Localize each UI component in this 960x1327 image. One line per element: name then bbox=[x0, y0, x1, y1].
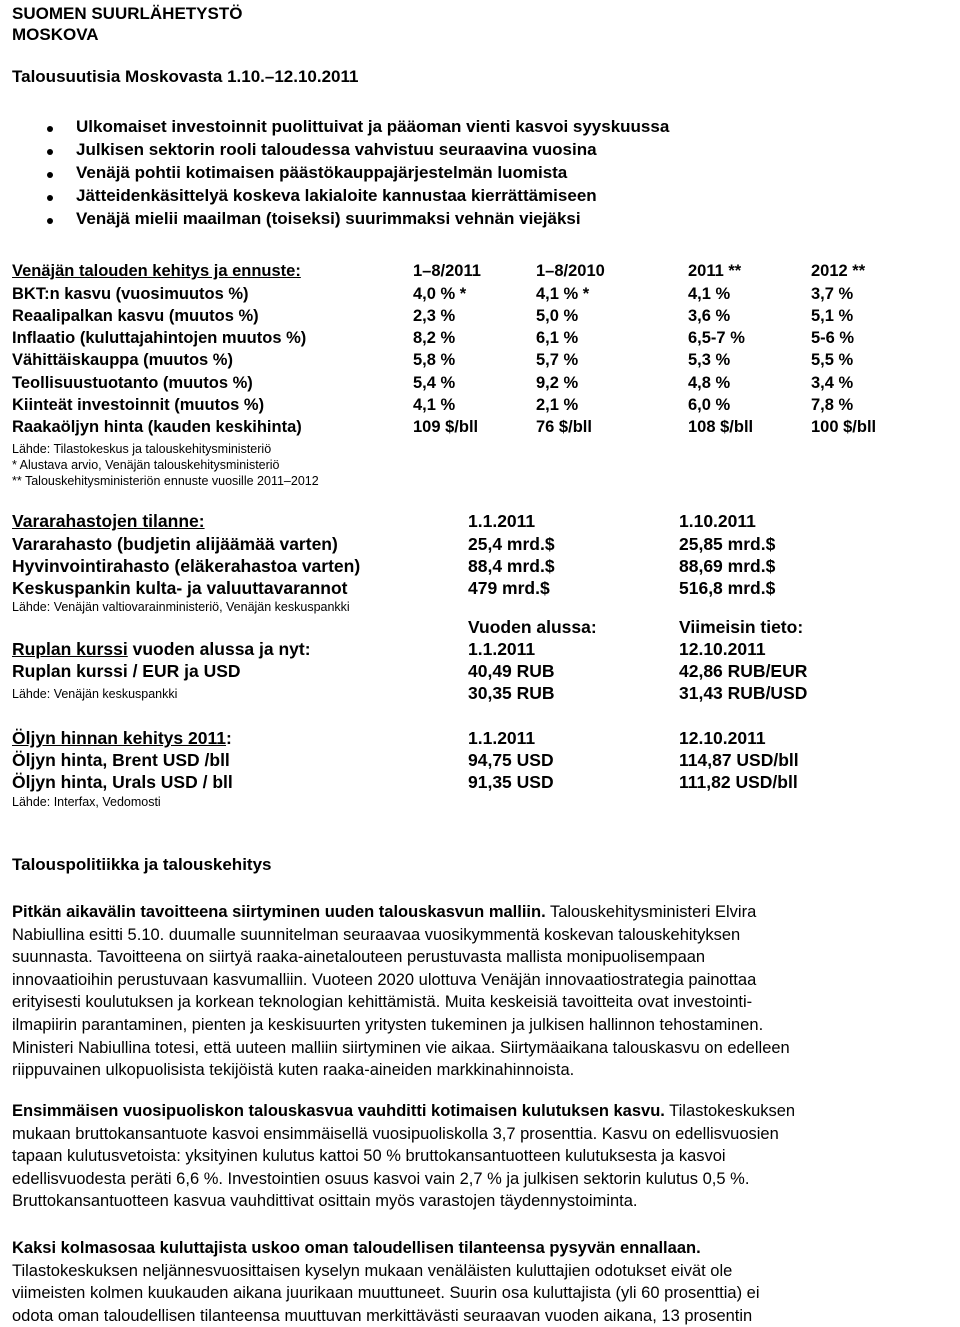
paragraph-line: ilmapiirin parantaminen, pienten ja keskisuurten yritysten tukeminen ja julkisen hallinnon tehostaminen. bbox=[12, 1015, 764, 1034]
cell: 5,0 % bbox=[536, 307, 579, 325]
row-label: Öljyn hinta, Brent USD /bll bbox=[12, 750, 230, 770]
headline-item: Jätteidenkäsittelyä koskeva lakialoite kannustaa kierrättämiseen bbox=[76, 186, 597, 205]
paragraph-lead: Pitkän aikavälin tavoitteena siirtyminen uuden talouskasvun malliin. bbox=[12, 903, 546, 921]
source-note: Lähde: Venäjän valtiovarainministeriö, Venäjän keskuspankki bbox=[12, 600, 350, 614]
cell: 5,7 % bbox=[536, 351, 579, 369]
paragraph-line bbox=[12, 1100, 952, 1123]
bullet-icon bbox=[47, 126, 53, 132]
cell: 4,8 % bbox=[688, 374, 731, 392]
cell: 5,5 % bbox=[811, 351, 854, 369]
row-label: Hyvinvointirahasto (eläkerahastoa varten) bbox=[12, 556, 361, 576]
cell: 76 $/bll bbox=[536, 418, 592, 436]
cell: 3,4 % bbox=[811, 374, 854, 392]
column-header: Vuoden alussa: bbox=[468, 617, 597, 637]
cell: 4,1 % * bbox=[536, 285, 590, 303]
row-label: Keskuspankin kulta- ja valuuttavarannot bbox=[12, 578, 348, 598]
paragraph-lead: Kaksi kolmasosaa kuluttajista uskoo oman taloudellisen tilanteensa pysyvän ennallaan. bbox=[12, 1239, 701, 1257]
table-row bbox=[0, 374, 960, 396]
table-row bbox=[0, 329, 960, 351]
table-header-row bbox=[0, 639, 960, 661]
cell: 94,75 USD bbox=[468, 750, 554, 770]
headline-item: Venäjä pohtii kotimaisen päästökauppajärjestelmän luomista bbox=[76, 163, 568, 182]
row-label: Kiinteät investoinnit (muutos %) bbox=[12, 396, 265, 414]
table-row bbox=[0, 578, 960, 600]
cell: 3,7 % bbox=[811, 285, 854, 303]
table-row bbox=[0, 534, 960, 556]
table-header-row bbox=[0, 511, 960, 533]
source-note: Lähde: Tilastokeskus ja talouskehitysministeriö bbox=[12, 442, 272, 456]
article-paragraph bbox=[12, 901, 952, 1082]
cell: 5,1 % bbox=[811, 307, 854, 325]
cell: 5,4 % bbox=[413, 374, 456, 392]
cell: 9,2 % bbox=[536, 374, 579, 392]
section-title: Talouspolitiikka ja talouskehitys bbox=[12, 855, 272, 874]
bullet-icon bbox=[47, 172, 53, 178]
row-label: Inflaatio (kuluttajahintojen muutos %) bbox=[12, 329, 307, 347]
cell: 109 $/bll bbox=[413, 418, 479, 436]
paragraph-line: edellisvuodesta peräti 6,6 %. Investointien osuus kasvoi vain 2,7 % ja julkisen sektorin kulutus 0,5 %. bbox=[12, 1169, 750, 1188]
row-label: Ruplan kurssi / EUR ja USD bbox=[12, 661, 241, 681]
cell: 7,8 % bbox=[811, 396, 854, 414]
cell: 88,69 mrd.$ bbox=[679, 556, 776, 576]
bullet-icon bbox=[47, 218, 53, 224]
source-note: Lähde: Venäjän keskuspankki bbox=[12, 687, 178, 701]
org-name-line1: SUOMEN SUURLÄHETYSTÖ bbox=[12, 4, 243, 23]
ruble-title-underlined: Ruplan kurssi bbox=[12, 639, 128, 659]
oil-title bbox=[12, 728, 232, 749]
column-header: 2011 ** bbox=[688, 262, 742, 280]
paragraph-line: erityisesti koulutuksen ja korkean teknologian kehittämistä. Muita keskeisiä tavoitteita ovat investointi- bbox=[12, 993, 753, 1012]
cell: 479 mrd.$ bbox=[468, 578, 550, 598]
cell: 25,85 mrd.$ bbox=[679, 534, 776, 554]
column-header: 1.1.2011 bbox=[468, 511, 536, 531]
column-header: 1–8/2011 bbox=[413, 262, 481, 280]
cell: 4,1 % bbox=[688, 285, 731, 303]
footnote: * Alustava arvio, Venäjän talouskehitysministeriö bbox=[12, 458, 280, 472]
paragraph-line: riippuvainen ulkopuolisista tekijöistä kuten raaka-aineiden markkinahinnoista. bbox=[12, 1061, 575, 1080]
cell: 100 $/bll bbox=[811, 418, 877, 436]
paragraph-line: Nabiullina esitti 5.10. duumalle suunnitelman seuraavaa vuosikymmentä koskevan talouskehityksen bbox=[12, 925, 741, 944]
cell: 31,43 RUB/USD bbox=[679, 683, 808, 703]
org-name-line2: MOSKOVA bbox=[12, 25, 99, 44]
row-label: Vararahasto (budjetin alijäämää varten) bbox=[12, 534, 338, 554]
table-row bbox=[0, 556, 960, 578]
paragraph-line bbox=[12, 901, 952, 924]
column-header: 1–8/2010 bbox=[536, 262, 605, 280]
cell: 8,2 % bbox=[413, 329, 456, 347]
column-header: 2012 ** bbox=[811, 262, 866, 280]
cell: 2,3 % bbox=[413, 307, 456, 325]
paragraph-line: odota oman taloudellisen tilanteensa muuttuvan merkittävästi seuraavan vuoden aikana, 13 prosentin bbox=[12, 1306, 753, 1325]
bullet-icon bbox=[47, 149, 53, 155]
page-title: Talousuutisia Moskovasta 1.10.–12.10.2011 bbox=[12, 67, 359, 86]
paragraph-line: Ministeri Nabiullina totesi, että uuteen malliin siirtyminen vie aikaa. Siirtymäaikana talouskasvu on edelleen bbox=[12, 1038, 790, 1057]
cell: 4,1 % bbox=[413, 396, 456, 414]
cell: 111,82 USD/bll bbox=[679, 772, 798, 792]
paragraph-text: Talouskehitysministeri Elvira bbox=[545, 903, 757, 921]
oil-title-underlined: Öljyn hinnan kehitys 2011 bbox=[12, 728, 226, 748]
paragraph-line: Bruttokansantuotteen kasvua vauhdittivat osittain myös varastojen täydennystoiminta. bbox=[12, 1192, 638, 1211]
cell: 108 $/bll bbox=[688, 418, 754, 436]
row-label: Vähittäiskauppa (muutos %) bbox=[12, 351, 233, 369]
table-header-row bbox=[0, 728, 960, 750]
paragraph-text: Tilastokeskuksen bbox=[664, 1102, 796, 1120]
paragraph-line bbox=[12, 1237, 952, 1260]
cell: 91,35 USD bbox=[468, 772, 554, 792]
table-row bbox=[0, 396, 960, 418]
table-row bbox=[0, 285, 960, 307]
paragraph-line: tapaan kulutusvetoista: yksityinen kulutus kattoi 50 % bruttokansantuotteen kulutuksesta ja kasvoi bbox=[12, 1147, 726, 1166]
reserves-title: Vararahastojen tilanne: bbox=[12, 511, 205, 531]
paragraph-line: innovaatioihin perustuvaan kasvumalliin. Vuoteen 2020 ulottuva Venäjän innovaatiostrategia painottaa bbox=[12, 970, 757, 989]
table-row bbox=[0, 307, 960, 329]
paragraph-line: suunnasta. Tavoitteena on siirtyä raaka-ainetalouteen perustuvasta mallista monipuolisempaan bbox=[12, 948, 706, 967]
table-row bbox=[0, 351, 960, 373]
column-header: 1.1.2011 bbox=[468, 728, 536, 748]
column-header: 12.10.2011 bbox=[679, 639, 766, 659]
column-header: Viimeisin tieto: bbox=[679, 617, 804, 637]
cell: 30,35 RUB bbox=[468, 683, 555, 703]
article-paragraph bbox=[12, 1100, 952, 1213]
ruble-title bbox=[12, 639, 311, 660]
table-row bbox=[0, 683, 960, 705]
column-header: 12.10.2011 bbox=[679, 728, 766, 748]
row-label: BKT:n kasvu (vuosimuutos %) bbox=[12, 285, 249, 303]
ruble-title-rest: vuoden alussa ja nyt: bbox=[127, 639, 311, 659]
cell: 2,1 % bbox=[536, 396, 579, 414]
cell: 3,6 % bbox=[688, 307, 731, 325]
column-header-row bbox=[0, 617, 960, 639]
cell: 6,1 % bbox=[536, 329, 579, 347]
table-row bbox=[0, 661, 960, 683]
cell: 5-6 % bbox=[811, 329, 855, 347]
cell: 114,87 USD/bll bbox=[679, 750, 799, 770]
cell: 42,86 RUB/EUR bbox=[679, 661, 808, 681]
table-row bbox=[0, 772, 960, 794]
oil-title-colon: : bbox=[225, 728, 232, 748]
row-label: Öljyn hinta, Urals USD / bll bbox=[12, 772, 233, 792]
paragraph-line: Tilastokeskuksen neljännesvuosittaisen kyselyn mukaan venäläisten kuluttajien odotukset eivät ole bbox=[12, 1261, 733, 1280]
paragraph-line: viimeisten kolmen kuukauden aikana juurikaan muuttuneet. Suurin osa kuluttajista (yli 60 prosenttia) ei bbox=[12, 1284, 760, 1303]
headline-item: Julkisen sektorin rooli taloudessa vahvistuu seuraavina vuosina bbox=[76, 140, 597, 159]
forecast-title: Venäjän talouden kehitys ja ennuste: bbox=[12, 262, 301, 280]
cell: 88,4 mrd.$ bbox=[468, 556, 555, 576]
cell: 25,4 mrd.$ bbox=[468, 534, 555, 554]
footnote: ** Talouskehitysministeriön ennuste vuosille 2011–2012 bbox=[12, 474, 319, 488]
cell: 40,49 RUB bbox=[468, 661, 555, 681]
headline-item: Venäjä mielii maailman (toiseksi) suurimmaksi vehnän viejäksi bbox=[76, 209, 581, 228]
cell: 5,8 % bbox=[413, 351, 456, 369]
table-row bbox=[0, 750, 960, 772]
cell: 6,5-7 % bbox=[688, 329, 745, 347]
table-header-row bbox=[0, 262, 960, 284]
column-header: 1.1.2011 bbox=[468, 639, 536, 659]
headline-item: Ulkomaiset investoinnit puolittuivat ja pääoman vienti kasvoi syyskuussa bbox=[76, 117, 670, 136]
row-label: Teollisuustuotanto (muutos %) bbox=[12, 374, 253, 392]
article-paragraph bbox=[12, 1237, 952, 1327]
bullet-icon bbox=[47, 195, 53, 201]
paragraph-lead: Ensimmäisen vuosipuoliskon talouskasvua vauhditti kotimaisen kulutuksen kasvu. bbox=[12, 1102, 665, 1120]
column-header: 1.10.2011 bbox=[679, 511, 756, 531]
row-label: Raakaöljyn hinta (kauden keskihinta) bbox=[12, 418, 302, 436]
cell: 516,8 mrd.$ bbox=[679, 578, 776, 598]
source-note: Lähde: Interfax, Vedomosti bbox=[12, 795, 161, 809]
cell: 5,3 % bbox=[688, 351, 731, 369]
cell: 6,0 % bbox=[688, 396, 731, 414]
cell: 4,0 % * bbox=[413, 285, 467, 303]
paragraph-line: mukaan bruttokansantuote kasvoi ensimmäisellä vuosipuoliskolla 3,7 prosenttia. Kasvu on edellisvuosien bbox=[12, 1124, 779, 1143]
row-label: Reaalipalkan kasvu (muutos %) bbox=[12, 307, 259, 325]
table-row bbox=[0, 418, 960, 440]
